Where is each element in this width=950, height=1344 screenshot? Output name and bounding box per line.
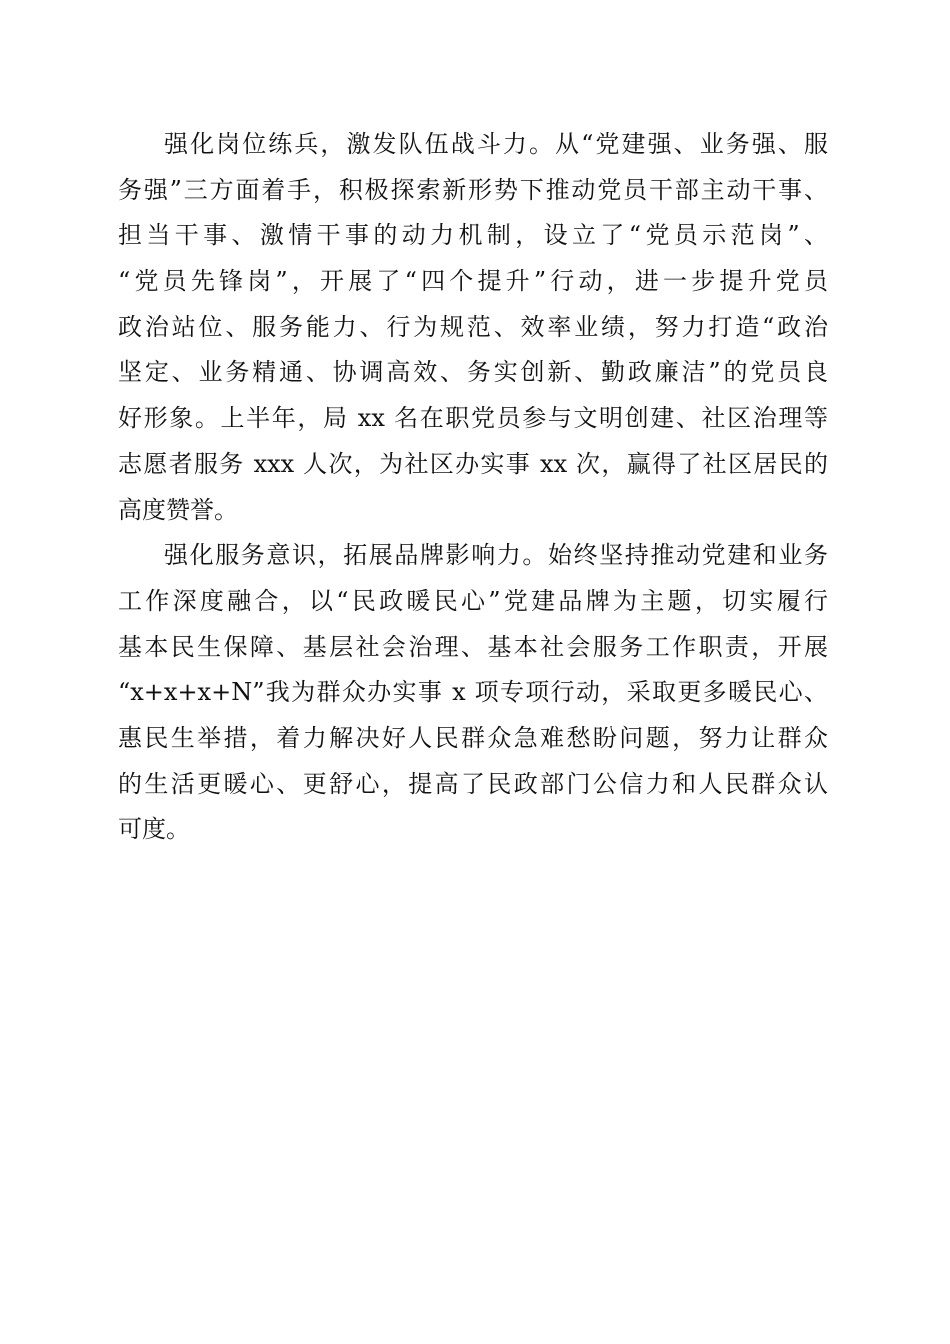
paragraph-line: 强化岗位练兵，激发队伍战斗力。从“党建强、业务强、服	[164, 130, 828, 158]
paragraph-line: 高度赞誉。	[118, 495, 238, 524]
paragraph-line: “x+x+x+N”我为群众办实事 x 项专项行动，采取更多暖民心、	[118, 678, 828, 707]
paragraph-line: 工作深度融合，以“民政暖民心”党建品牌为主题，切实履行	[118, 586, 828, 615]
paragraph-line: 的生活更暖心、更舒心，提高了民政部门公信力和人民群众认	[118, 769, 828, 798]
paragraph-line: 基本民生保障、基层社会治理、基本社会服务工作职责，开展	[118, 632, 828, 661]
paragraph-line: 志愿者服务 xxx 人次，为社区办实事 xx 次，赢得了社区居民的	[118, 449, 828, 478]
paragraph-2	[118, 533, 828, 853]
paragraph-line: 好形象。上半年，局 xx 名在职党员参与文明创建、社区治理等	[118, 404, 828, 433]
paragraph-1	[118, 122, 828, 533]
paragraph-line: 惠民生举措，着力解决好人民群众急难愁盼问题，努力让群众	[118, 723, 828, 752]
paragraph-line: 坚定、业务精通、协调高效、务实创新、勤政廉洁”的党员良	[118, 358, 828, 387]
paragraph-line: 务强”三方面着手，积极探索新形势下推动党员干部主动干事、	[118, 175, 828, 204]
paragraph-line: 可度。	[118, 815, 190, 844]
document-body	[118, 122, 828, 853]
paragraph-line: “党员先锋岗”，开展了“四个提升”行动，进一步提升党员	[118, 267, 828, 296]
paragraph-line: 政治站位、服务能力、行为规范、效率业绩，努力打造“政治	[118, 312, 828, 341]
paragraph-line: 担当干事、激情干事的动力机制，设立了“党员示范岗”、	[118, 221, 828, 250]
paragraph-line: 强化服务意识，拓展品牌影响力。始终坚持推动党建和业务	[164, 541, 828, 570]
